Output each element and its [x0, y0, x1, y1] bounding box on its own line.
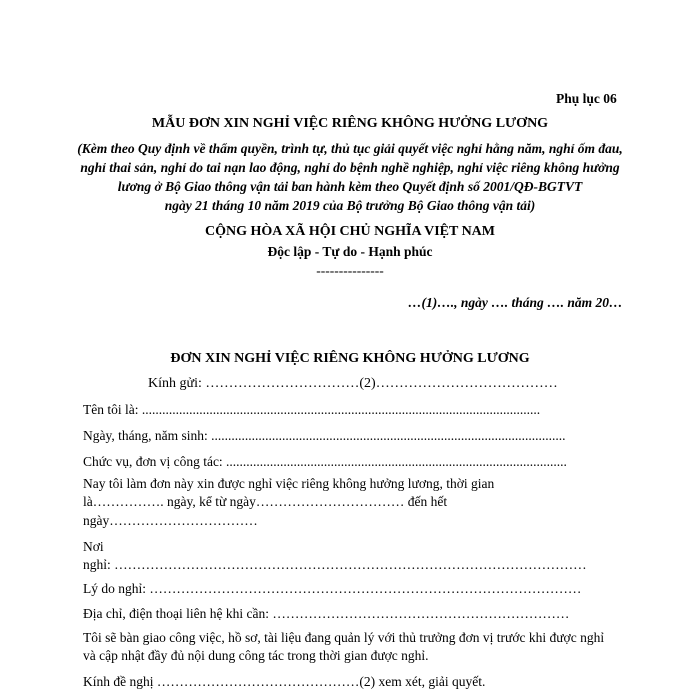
- place-date: …(1)…., ngày …. tháng …. năm 20…: [408, 295, 623, 310]
- recipient-line: Kính gửi: ……………………………(2)…………………………………: [148, 376, 558, 391]
- commitment-line-1: Tôi sẽ bàn giao công việc, hồ sơ, tài liệu đang quản lý với thủ trưởng đơn vị trước khi được nghỉ: [83, 630, 605, 645]
- position-field: Chức vụ, đơn vị công tác: .....................................................................................................: [83, 454, 567, 469]
- nation-heading: CỘNG HÒA XÃ HỘI CHỦ NGHĨA VIỆT NAM: [204, 224, 495, 239]
- form-title: MẪU ĐƠN XIN NGHỈ VIỆC RIÊNG KHÔNG HƯỞNG LƯƠNG: [151, 116, 549, 131]
- commitment-line-2: và cập nhật đầy đủ nội dung công tác trong thời gian được nghỉ.: [83, 648, 429, 663]
- contact-field: Địa chỉ, điện thoại liên hệ khi cần: …………………………………………………………: [83, 606, 570, 621]
- motto: Độc lập - Tự do - Hạnh phúc: [267, 244, 433, 259]
- request-line-3: ngày……………………………: [83, 513, 258, 528]
- request-line-1: Nay tôi làm đơn này xin được nghỉ việc riêng không hưởng lương, thời gian: [83, 476, 495, 491]
- request-line-2: là……………. ngày, kể từ ngày…………………………… đến hết: [83, 494, 448, 509]
- motto-divider: ---------------: [316, 263, 384, 278]
- subtitle-line-3: lương ở Bộ Giao thông vận tải ban hành kèm theo Quyết định số 2001/QĐ-BGTVT: [117, 179, 583, 194]
- place-label: Nơi: [83, 539, 104, 554]
- subtitle-line-1: (Kèm theo Quy định về thẩm quyền, trình tự, thủ tục giải quyết việc nghỉ hằng năm, nghỉ ốm đau,: [77, 141, 623, 156]
- appendix-label: Phụ lục 06: [556, 91, 617, 106]
- subtitle-line-2: nghỉ thai sản, nghỉ do tai nạn lao động, nghỉ do bệnh nghề nghiệp, nghỉ việc riêng không hưởng: [80, 160, 620, 175]
- dob-field: Ngày, tháng, năm sinh: .........................................................................................................: [83, 428, 566, 443]
- letter-title: ĐƠN XIN NGHỈ VIỆC RIÊNG KHÔNG HƯỞNG LƯƠNG: [170, 351, 530, 366]
- proposal-line: Kính đề nghị ………………………………………(2) xem xét, giải quyết.: [83, 674, 486, 689]
- subtitle-line-4: ngày 21 tháng 10 năm 2019 của Bộ trưởng Bộ Giao thông vận tải): [164, 198, 536, 213]
- reason-field: Lý do nghỉ: ……………………………………………………………………………………: [83, 581, 582, 596]
- place-field: nghỉ: ……………………………………………………………………………………………: [83, 557, 587, 572]
- name-field: Tên tôi là: ......................................................................................................................: [83, 402, 541, 417]
